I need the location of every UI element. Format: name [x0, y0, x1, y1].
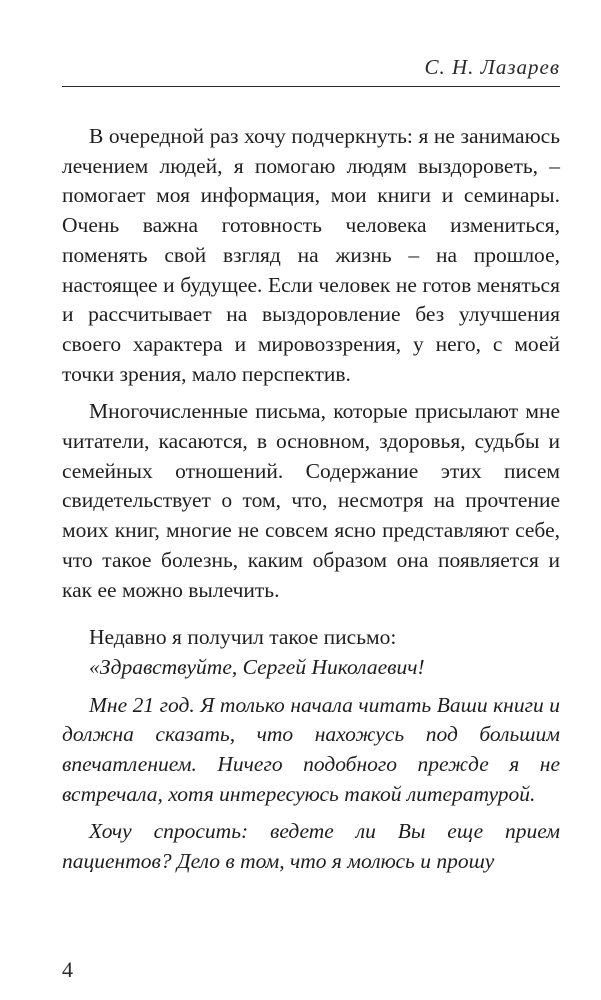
paragraph-2: Многочисленные письма, которые присылают мне читатели, касаются, в основном, здоровья, судьбы и семейных отношений. Содержание этих писем свидетельствует о том, что, несмотря на прочтение моих книг, многие не совсем ясно представляют себе, что такое болезнь, каким образом она появляется и как ее можно вылечить. [62, 399, 560, 602]
letter-paragraph-2: Хочу спросить: ведете ли Вы еще прием пациентов? Дело в том, что я молюсь и прошу [62, 819, 560, 874]
letter-paragraph-1: Мне 21 год. Я только начала читать Ваши книги и должна сказать, что нахожусь под большим впечатлением. Ничего подобного прежде я не встречала, хотя интересуюсь такой литературой. [62, 692, 560, 806]
page-number: 4 [62, 957, 73, 982]
running-header-author: С. Н. Лазарев [424, 55, 560, 79]
letter-greeting: «Здравствуйте, Сергей Николаевич! [89, 654, 425, 679]
header-divider [62, 86, 560, 87]
paragraph-3: Недавно я получил такое письмо: [89, 625, 397, 650]
paragraph-1: В очередной раз хочу подчеркнуть: я не занимаюсь лечением людей, я помогаю людям выздороветь, – помогает моя информация, мои книги и семинары. Очень важна готовность человека измениться, поменять свой взгляд на жизнь – на прошлое, настоящее и будущее. Если человек не готов меняться и рассчитывает на выздоровление без улучшения своего характера и мировоззрения, у него, с моей точки зрения, мало перспектив. [62, 124, 560, 386]
main-text [62, 122, 560, 877]
